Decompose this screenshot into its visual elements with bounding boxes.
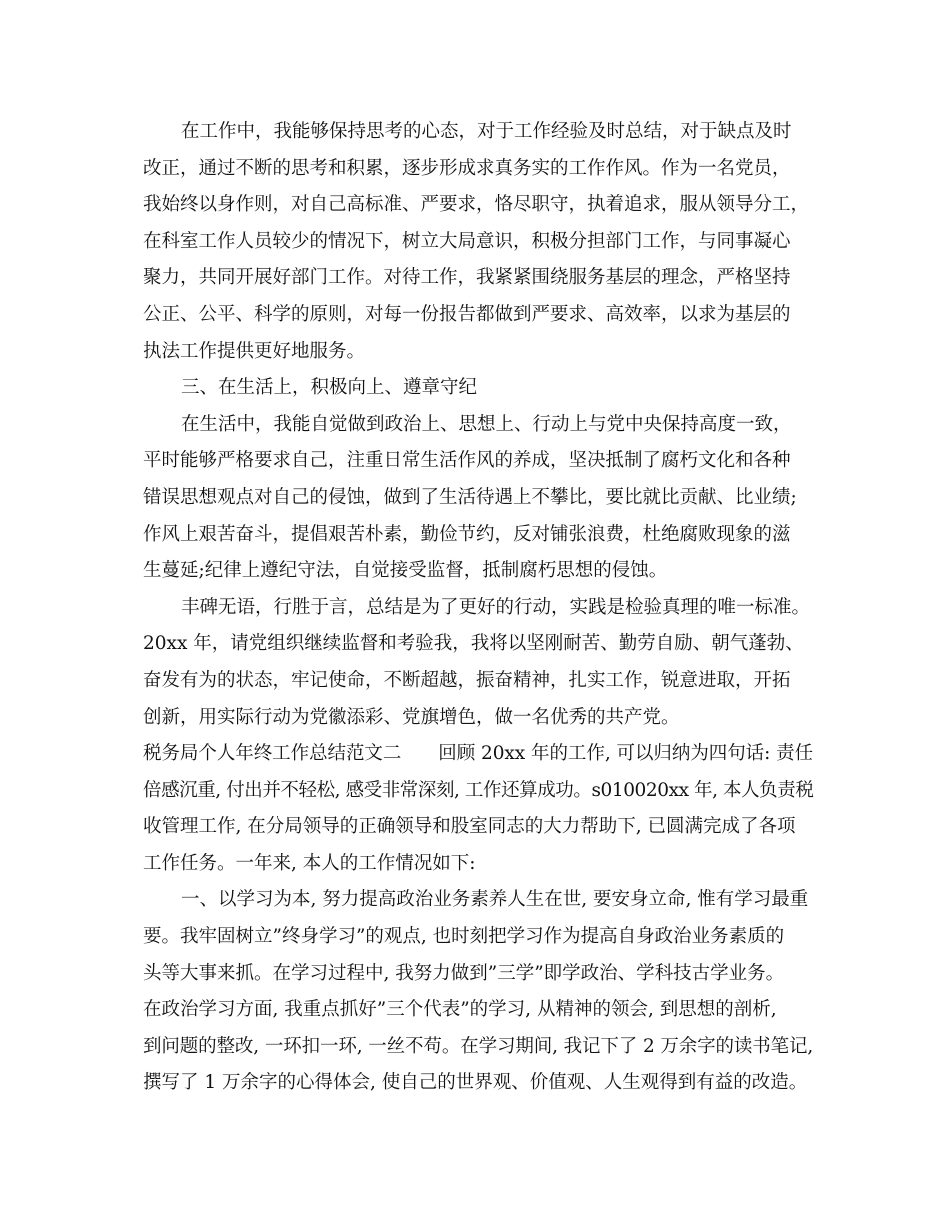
text-line: 撰写了 1 万余字的心得体会, 使自己的世界观、价值观、人生观得到有益的改造。: [143, 1072, 808, 1094]
text-line: 倍感沉重, 付出并不轻松, 感受非常深刻, 工作还算成功。s010020xx 年, 本人负责税: [143, 779, 814, 801]
text-line: 在工作中，我能够保持思考的心态，对于工作经验及时总结，对于缺点及时: [181, 121, 792, 142]
text-line: 到问题的整改, 一环扣一环, 一丝不苟。在学习期间, 我记下了 2 万余字的读书笔记,: [143, 1035, 814, 1057]
text-line: 聚力，共同开展好部门工作。对待工作，我紧紧围绕服务基层的理念，严格坚持: [143, 267, 791, 289]
text-line: 在生活中，我能自觉做到政治上、思想上、行动上与党中央保持高度一致，: [181, 413, 792, 435]
text-line: 丰碑无语，行胜于言，总结是为了更好的行动，实践是检验真理的唯一标准。: [181, 596, 811, 618]
text-line: 生蔓延;纪律上遵纪守法，自觉接受监督，抵制腐朽思想的侵蚀。: [143, 560, 668, 582]
text-line: 我始终以身作则，对自己高标准、严要求，恪尽职守，执着追求，服从领导分工，: [143, 194, 810, 216]
document-body: [143, 114, 813, 1102]
text-line: 在政治学习方面, 我重点抓好”三个代表”的学习, 从精神的领会, 到思想的剖析,: [143, 999, 777, 1021]
text-line: 工作任务。一年来, 本人的工作情况如下:: [143, 852, 476, 874]
text-line: 20xx 年，请党组织继续监督和考验我，我将以坚刚耐苦、勤劳自励、朝气蓬勃、: [143, 633, 804, 655]
section-heading: 三、在生活上，积极向上、遵章守纪: [181, 377, 478, 399]
text-line: 奋发有为的状态，牢记使命，不断超越，振奋精神，扎实工作，锐意进取，开拓: [143, 669, 791, 691]
text-line: 作风上艰苦奋斗，提倡艰苦朴素，勤俭节约，反对铺张浪费，杜绝腐败现象的滋: [143, 523, 791, 545]
text-line: 在科室工作人员较少的情况下，树立大局意识，积极分担部门工作，与同事凝心: [143, 230, 791, 252]
text-line: 公正、公平、科学的原则，对每一份报告都做到严要求、高效率，以求为基层的: [143, 303, 791, 325]
text-line: 一、以学习为本, 努力提高政治业务素养人生在世, 要安身立命, 惟有学习最重: [181, 889, 809, 911]
article-title-line: 税务局个人年终工作总结范文二 回顾 20xx 年的工作, 可以归纳为四句话: 责任: [143, 743, 814, 765]
text-line: 改正，通过不断的思考和积累，逐步形成求真务实的工作作风。作为一名党员，: [143, 157, 791, 179]
text-line: 头等大事来抓。在学习过程中, 我努力做到”三学”即学政治、学科技古学业务。: [143, 962, 785, 984]
text-line: 要。我牢固树立”终身学习”的观点, 也时刻把学习作为提高自身政治业务素质的: [143, 926, 785, 948]
text-line: 收管理工作, 在分局领导的正确领导和股室同志的大力帮助下, 已圆满完成了各项: [143, 816, 796, 838]
text-line: 错误思想观点对自己的侵蚀，做到了生活待遇上不攀比，要比就比贡献、比业绩;: [143, 486, 797, 508]
text-line: 平时能够严格要求自己，注重日常生活作风的养成，坚决抵制了腐朽文化和各种: [143, 450, 791, 472]
text-line: 创新，用实际行动为党徽添彩、党旗增色，做一名优秀的共产党。: [143, 706, 680, 728]
text-line: 执法工作提供更好地服务。: [143, 340, 366, 362]
